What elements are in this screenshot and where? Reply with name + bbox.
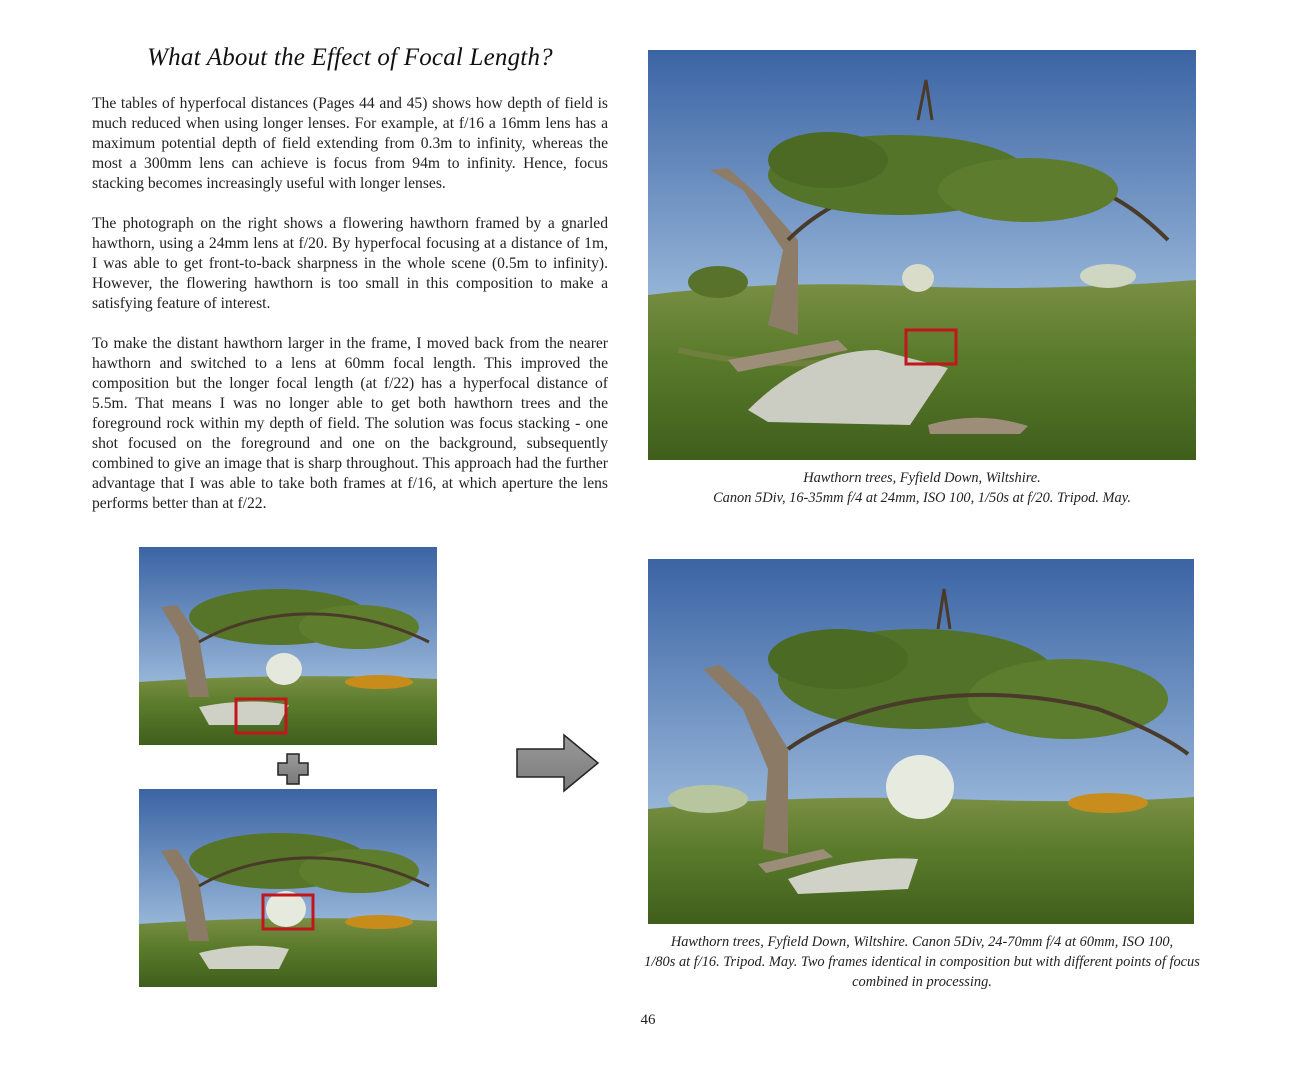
caption-line: 1/80s at f/16. Tripod. May. Two frames identical in composition but with different points of focus	[644, 954, 1200, 970]
caption-line: combined in processing.	[852, 974, 992, 990]
plus-icon	[276, 752, 310, 786]
photo-hawthorn-24mm	[648, 50, 1196, 460]
paragraph: The photograph on the right shows a flowering hawthorn framed by a gnarled hawthorn, using a 24mm lens at f/20. By hyperfocal focusing at a distance of 1m, I was able to get front-to-back sharpness in the whole scene (0.5m to infinity). However, the flowering hawthorn is too small in this composition to make a satisfying feature of interest.	[92, 215, 608, 312]
body-text	[92, 94, 608, 534]
caption-top	[648, 468, 1196, 508]
arrow-right-icon	[514, 732, 602, 794]
paragraph: The tables of hyperfocal distances (Pages 44 and 45) shows how depth of field is much reduced when using longer lenses. For example, at f/16 a 16mm lens has a maximum potential depth of field extending from 0.3m to infinity, whereas the most a 300mm lens can achieve is focus from 94m to infinity. Hence, focus stacking becomes increasingly useful with longer lenses.	[92, 95, 608, 192]
photo-frame-foreground-focus	[139, 547, 437, 745]
photo-frame-background-focus	[139, 789, 437, 987]
caption-bottom	[640, 932, 1204, 992]
caption-line: Hawthorn trees, Fyfield Down, Wiltshire. Canon 5Div, 24-70mm f/4 at 60mm, ISO 100,	[670, 934, 1174, 950]
page-title: What About the Effect of Focal Length?	[147, 44, 553, 71]
caption-line: Hawthorn trees, Fyfield Down, Wiltshire.	[803, 470, 1041, 486]
paragraph: To make the distant hawthorn larger in the frame, I moved back from the nearer hawthorn and switched to a lens at 60mm focal length. This improved the composition but the longer focal length (at f/22) has a hyperfocal distance of 5.5m. That means I was no longer able to get both hawthorn trees and the foreground rock within my depth of field. The solution was focus stacking - one shot focused on the foreground and one on the background, subsequently combined to give an image that is sharp throughout. This approach had the further advantage that I was able to take both frames at f/16, at which aperture the lens performs better than at f/22.	[92, 335, 608, 512]
photo-hawthorn-60mm-stacked	[648, 559, 1194, 924]
page-number: 46	[640, 1012, 656, 1028]
caption-line: Canon 5Div, 16-35mm f/4 at 24mm, ISO 100, 1/50s at f/20. Tripod. May.	[713, 490, 1131, 506]
